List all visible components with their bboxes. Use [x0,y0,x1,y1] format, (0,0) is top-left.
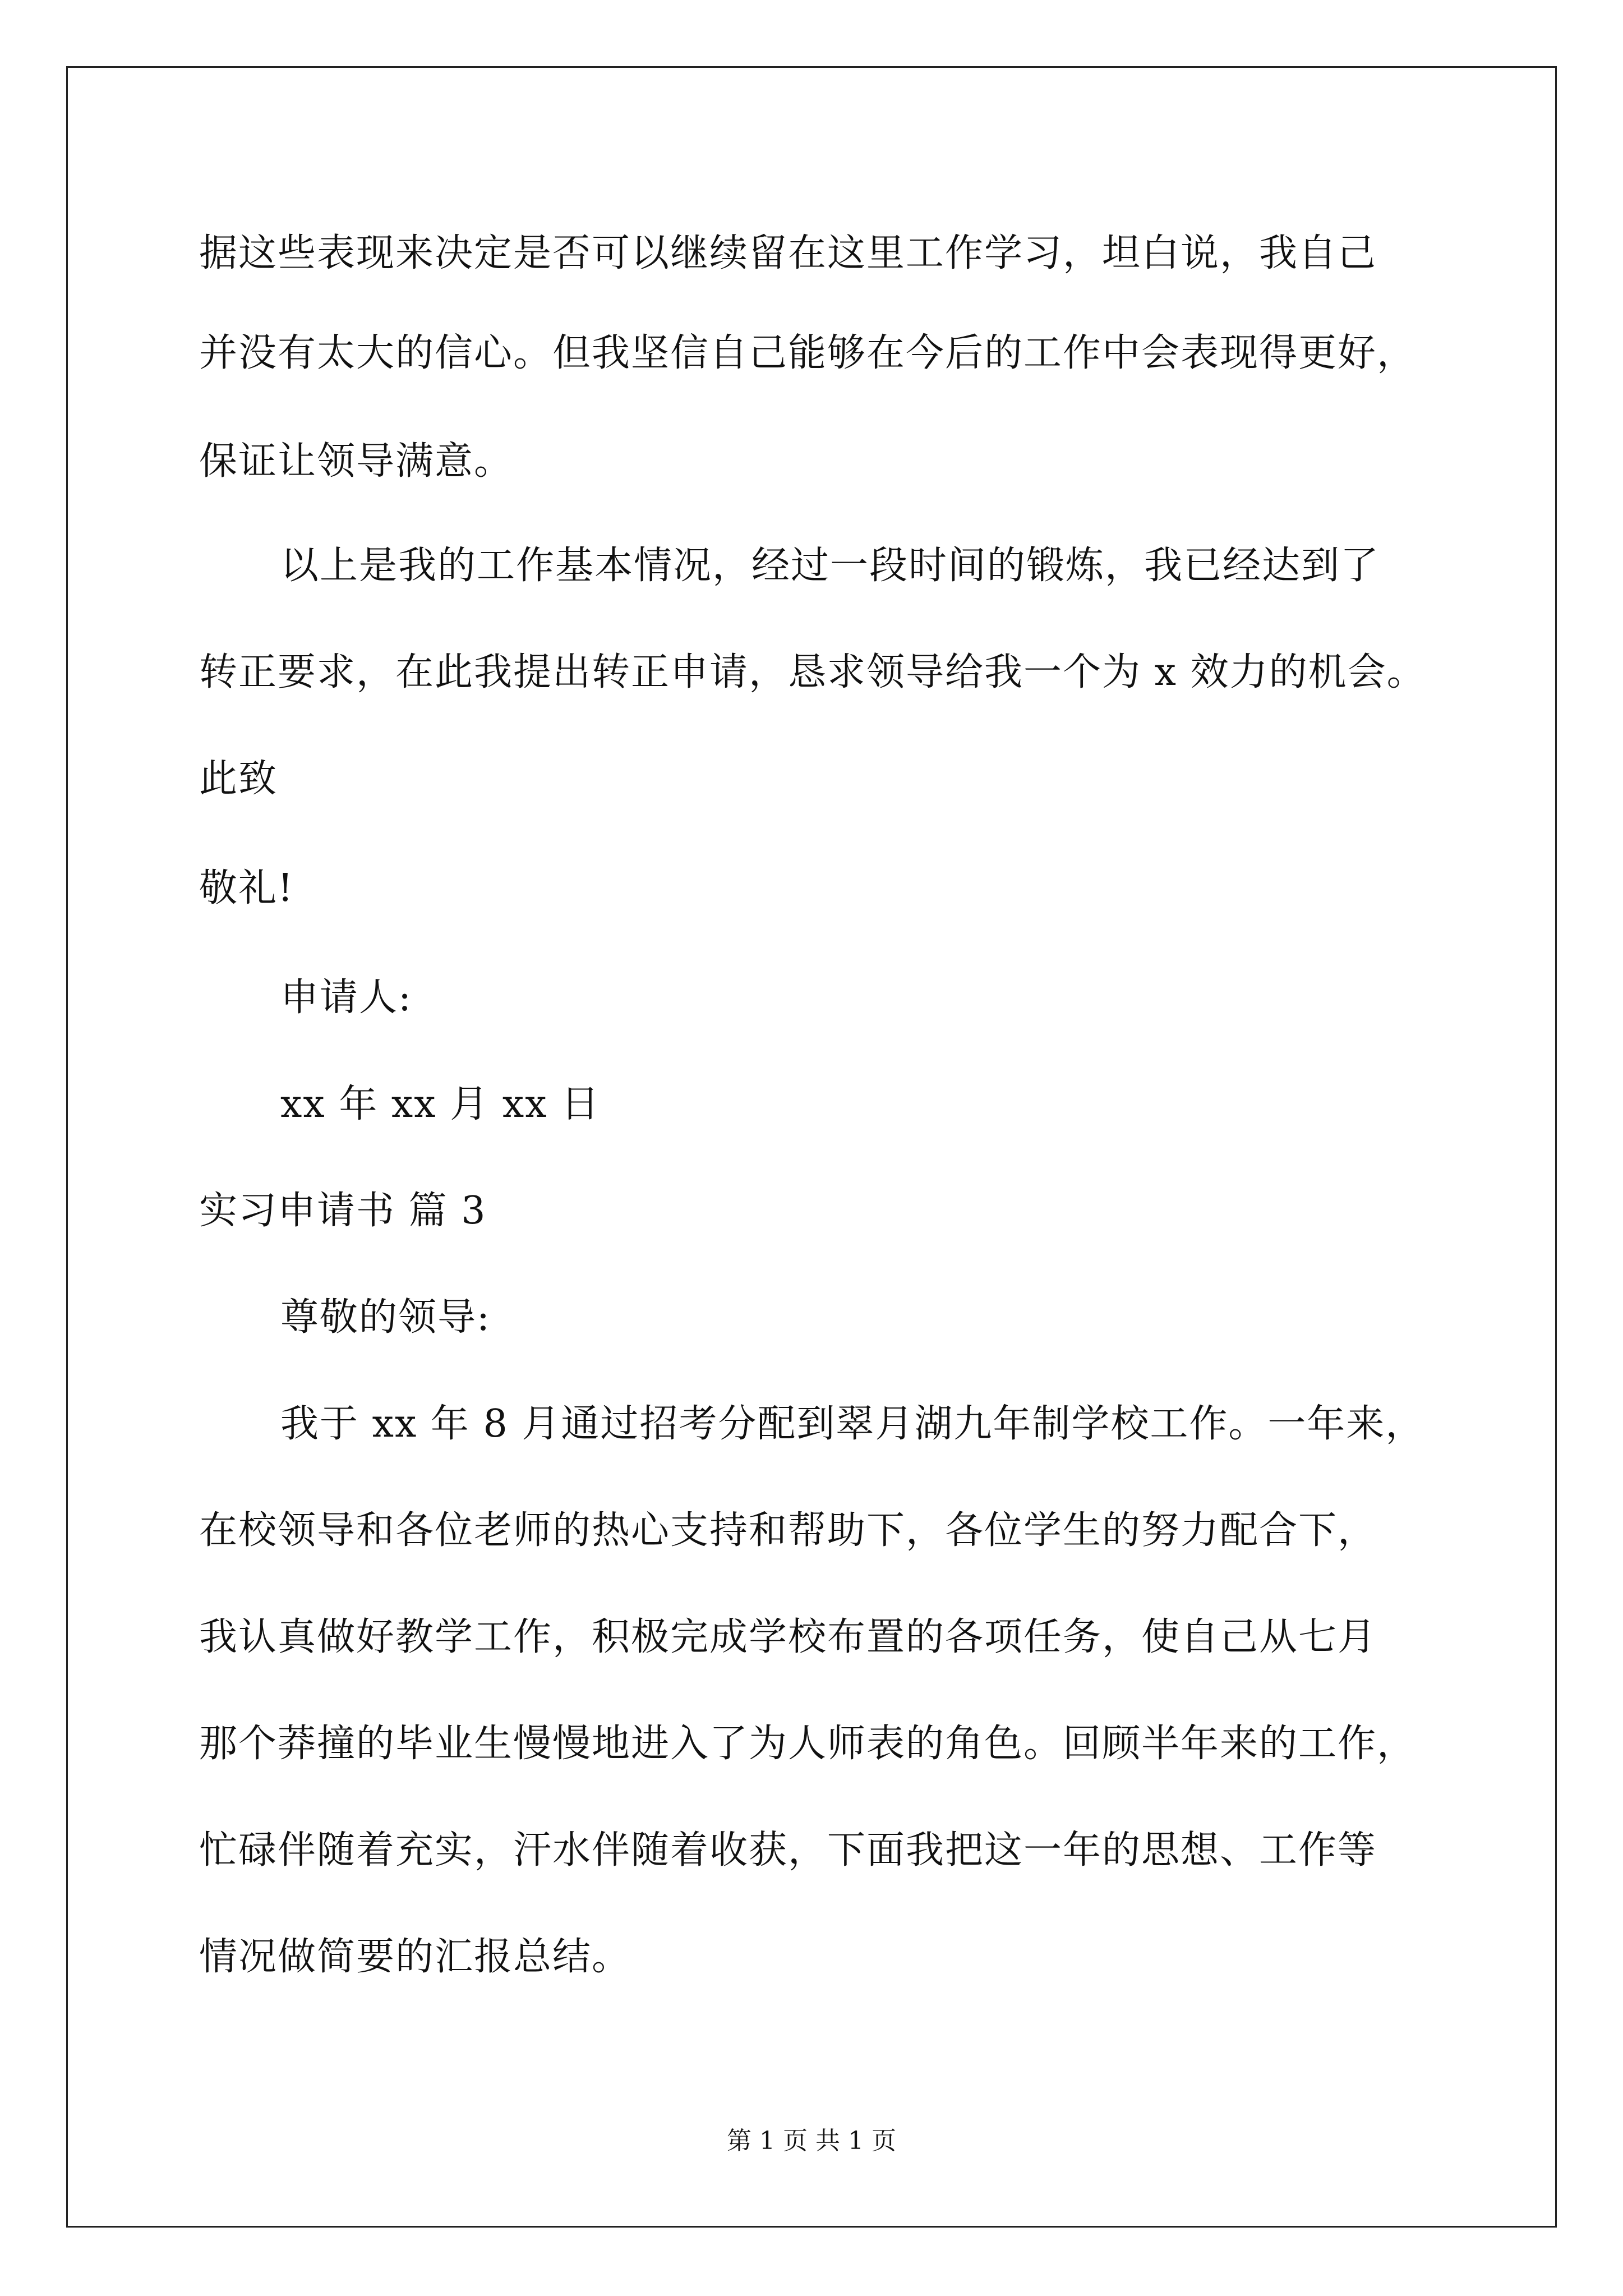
body-text-line: 据这些表现来决定是否可以继续留在这里工作学习，坦白说，我自己 [199,231,1377,275]
body-text-line: 并没有太大的信心。但我坚信自己能够在今后的工作中会表现得更好， [199,331,1417,375]
greeting: 尊敬的领导: [280,1295,491,1340]
section-title: 实习申请书 篇 3 [199,1189,487,1233]
body-text-line: 以上是我的工作基本情况，经过一段时间的锻炼，我已经达到了 [280,544,1380,588]
body-text-line: 情况做简要的汇报总结。 [199,1935,631,1979]
body-text-line: 忙碌伴随着充实，汗水伴随着收获，下面我把这一年的思想、工作等 [199,1828,1377,1872]
applicant-label: 申请人: [280,976,412,1020]
page-footer: 第 1 页 共 1 页 [727,2127,896,2155]
body-text-line: 在校领导和各位老师的热心支持和帮助下，各位学生的努力配合下， [199,1508,1377,1553]
body-text-line: 我认真做好教学工作，积极完成学校布置的各项任务，使自己从七月 [199,1615,1377,1659]
closing-salutation: 敬礼! [199,866,294,910]
date-line: xx 年 xx 月 xx 日 [280,1082,601,1126]
page-border [66,66,1557,2228]
body-text-line: 那个莽撞的毕业生慢慢地进入了为人师表的角色。回顾半年来的工作， [199,1722,1417,1766]
body-text-line: 转正要求，在此我提出转正申请，恳求领导给我一个为 x 效力的机会。 [199,650,1426,694]
body-text-line: 我于 xx 年 8 月通过招考分配到翠月湖九年制学校工作。一年来， [280,1402,1425,1446]
body-text-line: 保证让领导满意。 [199,439,514,484]
closing-salutation: 此致 [199,757,278,801]
